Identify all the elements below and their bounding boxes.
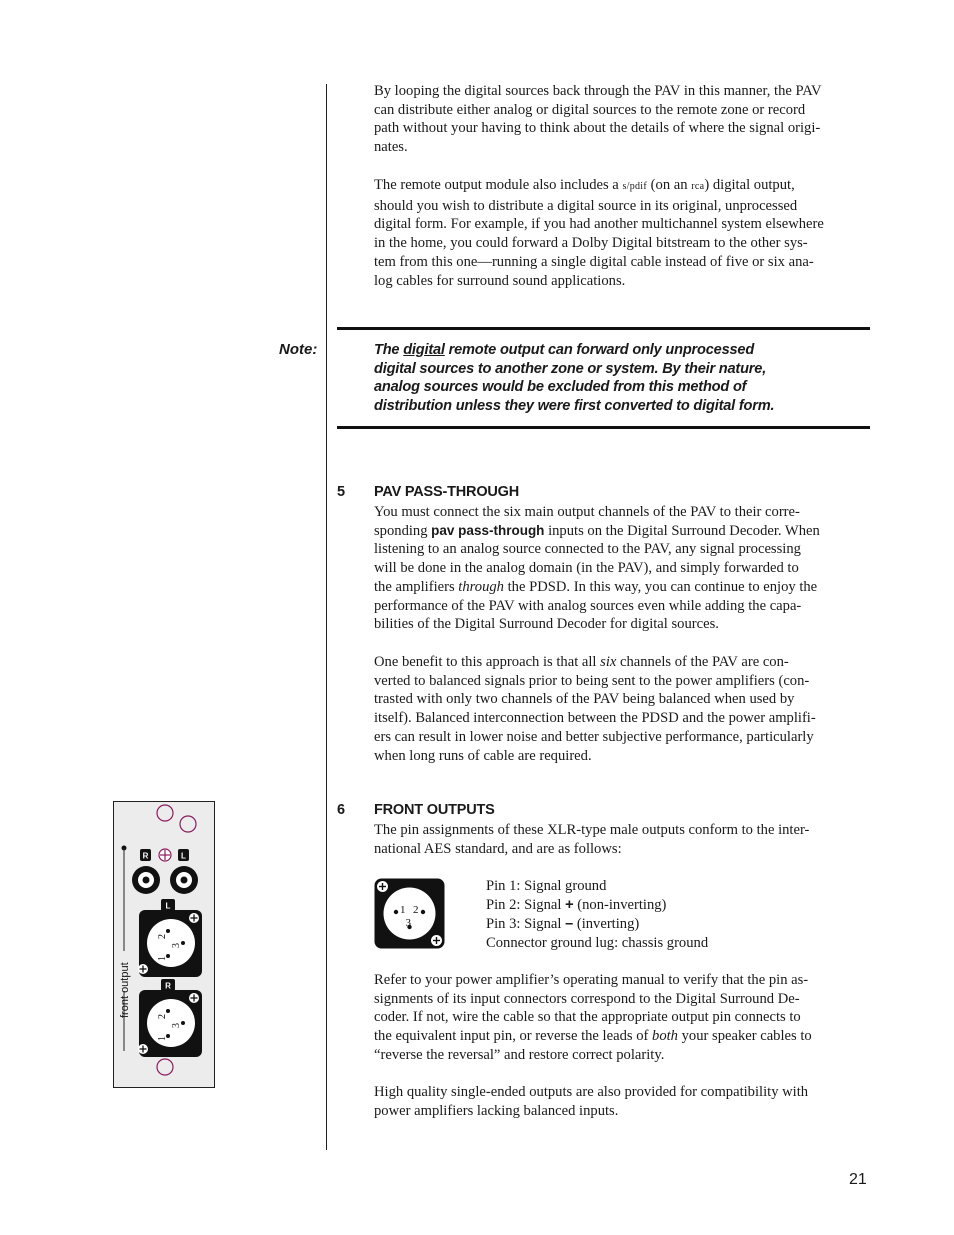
text-span: channels of the PAV are con- — [616, 654, 789, 670]
channel-r-label: R — [142, 851, 149, 861]
text-line — [374, 341, 774, 360]
italic-word: both — [652, 1028, 678, 1045]
text-line: when long runs of cable are required. — [374, 747, 592, 764]
note-label: Note: — [279, 341, 318, 358]
spdif-term: s/pdif — [622, 181, 648, 192]
section6-intro — [374, 821, 874, 858]
text-line: performance of the PAV with analog sources even while adding the capa- — [374, 597, 802, 614]
text-line: signments of its input connectors correspond to the Digital Surround De- — [374, 990, 800, 1007]
section6-paragraph-3 — [374, 1083, 874, 1120]
text-span: ) digital output, — [704, 177, 795, 193]
text-line: in the home, you could forward a Dolby Digital bitstream to the other sys- — [374, 235, 808, 252]
text-span: inputs on the Digital Surround Decoder. When — [544, 522, 820, 539]
text-line: digital sources to another zone or system. By their nature, — [374, 360, 767, 377]
text-span: The remote output module also includes a — [374, 177, 623, 193]
section5-paragraph-1 — [374, 503, 874, 634]
rca-jack-icon — [132, 866, 160, 894]
text-line: listening to an analog source connected to the PAV, any signal processing — [374, 541, 801, 558]
section6-paragraph-2 — [374, 971, 874, 1065]
pin-assignment — [486, 915, 708, 934]
text-line — [374, 1027, 874, 1046]
pin-assignment — [486, 877, 708, 896]
front-output-panel-diagram — [113, 801, 216, 1089]
text-line: tem from this one—running a single digital cable instead of five or six ana- — [374, 253, 814, 270]
text-line: power amplifiers lacking balanced inputs. — [374, 1102, 619, 1119]
pin-label: 3 — [405, 917, 411, 929]
minus-sign: – — [565, 916, 574, 932]
text-line: nates. — [374, 139, 408, 156]
text-line: national AES standard, and are as follows: — [374, 840, 622, 857]
text-line — [374, 653, 874, 672]
text-span: sponding — [374, 522, 432, 539]
text-line: analog sources would be excluded from this method of — [374, 379, 747, 396]
screw-icon — [431, 935, 442, 946]
text-span: Pin 3: Signal — [486, 916, 566, 932]
xlr-jack-l-icon — [138, 899, 202, 977]
text-line: itself). Balanced interconnection between the PDSD and the power amplifi- — [374, 710, 816, 727]
text-span: the PDSD. In this way, you can continue to enjoy the — [503, 578, 818, 595]
text-span: (inverting) — [573, 916, 640, 932]
text-line: High quality single-ended outputs are also provided for compatibility with — [374, 1084, 809, 1100]
text-line: ers can result in lower noise and better subjective performance, particularly — [374, 728, 814, 745]
note-top-rule — [337, 327, 870, 330]
text-span: (on an — [647, 177, 692, 193]
xlr-connector-icon — [374, 878, 446, 950]
text-span: The — [374, 342, 404, 358]
xlr-r-label: R — [165, 981, 171, 991]
text-line: “reverse the reversal” and restore correct polarity. — [374, 1046, 665, 1063]
text-span: remote output can forward only unprocessed — [444, 342, 755, 358]
pin-label: 1 — [157, 956, 168, 961]
text-span: Connector ground lug: chassis ground — [486, 935, 709, 951]
page-number: 21 — [849, 1171, 867, 1188]
text-line: digital form. For example, if you had another multichannel system elsewhere — [374, 216, 824, 233]
italic-word: through — [458, 578, 504, 595]
ground-icon — [159, 849, 171, 861]
pin-label: 2 — [157, 934, 168, 939]
text-span: the equivalent input pin, or reverse the leads of — [374, 1028, 653, 1045]
pin-assignment — [486, 896, 708, 915]
section-number: 6 — [337, 802, 345, 818]
text-line: distribution unless they were first converted to digital form. — [374, 398, 775, 415]
intro-paragraph-1 — [374, 82, 874, 157]
text-line: will be done in the analog domain (in the PAV), and simply forwarded to — [374, 560, 799, 577]
text-line: trasted with only two channels of the PAV being balanced when used by — [374, 691, 795, 708]
pin-label: 1 — [157, 1036, 168, 1041]
pin-label: 1 — [400, 904, 406, 916]
text-span: (non-inverting) — [573, 897, 667, 913]
text-line: path without your having to think about the details of where the signal origi- — [374, 120, 821, 137]
pin-label: 2 — [413, 904, 419, 916]
text-line: should you wish to distribute a digital source in its original, unprocessed — [374, 197, 798, 214]
margin-rule — [326, 84, 327, 1150]
text-span: Pin 2: Signal — [486, 897, 566, 913]
text-span: One benefit to this approach is that all — [374, 654, 601, 670]
section5-paragraph-2 — [374, 653, 874, 765]
pin-label: 3 — [171, 943, 182, 948]
text-line — [374, 176, 874, 197]
plus-sign: + — [565, 897, 574, 913]
text-line — [374, 522, 874, 541]
text-line: Refer to your power amplifier’s operating manual to verify that the pin as- — [374, 972, 809, 988]
rca-jack-icon — [170, 866, 198, 894]
section-heading: PAV PASS-THROUGH — [374, 484, 520, 500]
underlined-word: digital — [403, 342, 445, 358]
pin-label: 3 — [171, 1023, 182, 1028]
italic-word: six — [600, 654, 617, 670]
xlr-jack-r-icon — [138, 979, 202, 1057]
rca-term: rca — [691, 181, 705, 192]
text-line: bilities of the Digital Surround Decoder for digital sources. — [374, 616, 719, 633]
section-heading: FRONT OUTPUTS — [374, 802, 495, 818]
text-line: The pin assignments of these XLR-type male outputs conform to the inter- — [374, 822, 810, 838]
text-line — [374, 578, 874, 597]
channel-l-label: L — [181, 851, 186, 861]
text-span: your speaker cables to — [677, 1028, 812, 1045]
pin-assignment — [486, 934, 708, 953]
note-bottom-rule — [337, 426, 870, 429]
intro-paragraph-2 — [374, 176, 874, 290]
screw-icon — [377, 881, 388, 892]
pin-label: 2 — [157, 1014, 168, 1019]
text-span: Pin 1: Signal ground — [486, 878, 607, 894]
text-line: You must connect the six main output channels of the PAV to their corre- — [374, 504, 800, 520]
section-number: 5 — [337, 484, 345, 500]
text-line: log cables for surround sound applications. — [374, 272, 626, 289]
text-line: coder. If not, wire the cable so that the appropriate output pin connects to — [374, 1009, 801, 1026]
pin-assignments — [486, 877, 708, 953]
front-output-label: front output — [119, 962, 131, 1018]
text-line: can distribute either analog or digital sources to the remote zone or record — [374, 101, 806, 118]
note-text — [374, 341, 774, 416]
text-span: the amplifiers — [374, 578, 459, 595]
xlr-l-label: L — [165, 901, 171, 911]
text-line: verted to balanced signals prior to being sent to the power amplifiers (con- — [374, 672, 810, 689]
bold-term: pav pass-through — [431, 522, 545, 538]
text-line: By looping the digital sources back through the PAV in this manner, the PAV — [374, 83, 822, 99]
